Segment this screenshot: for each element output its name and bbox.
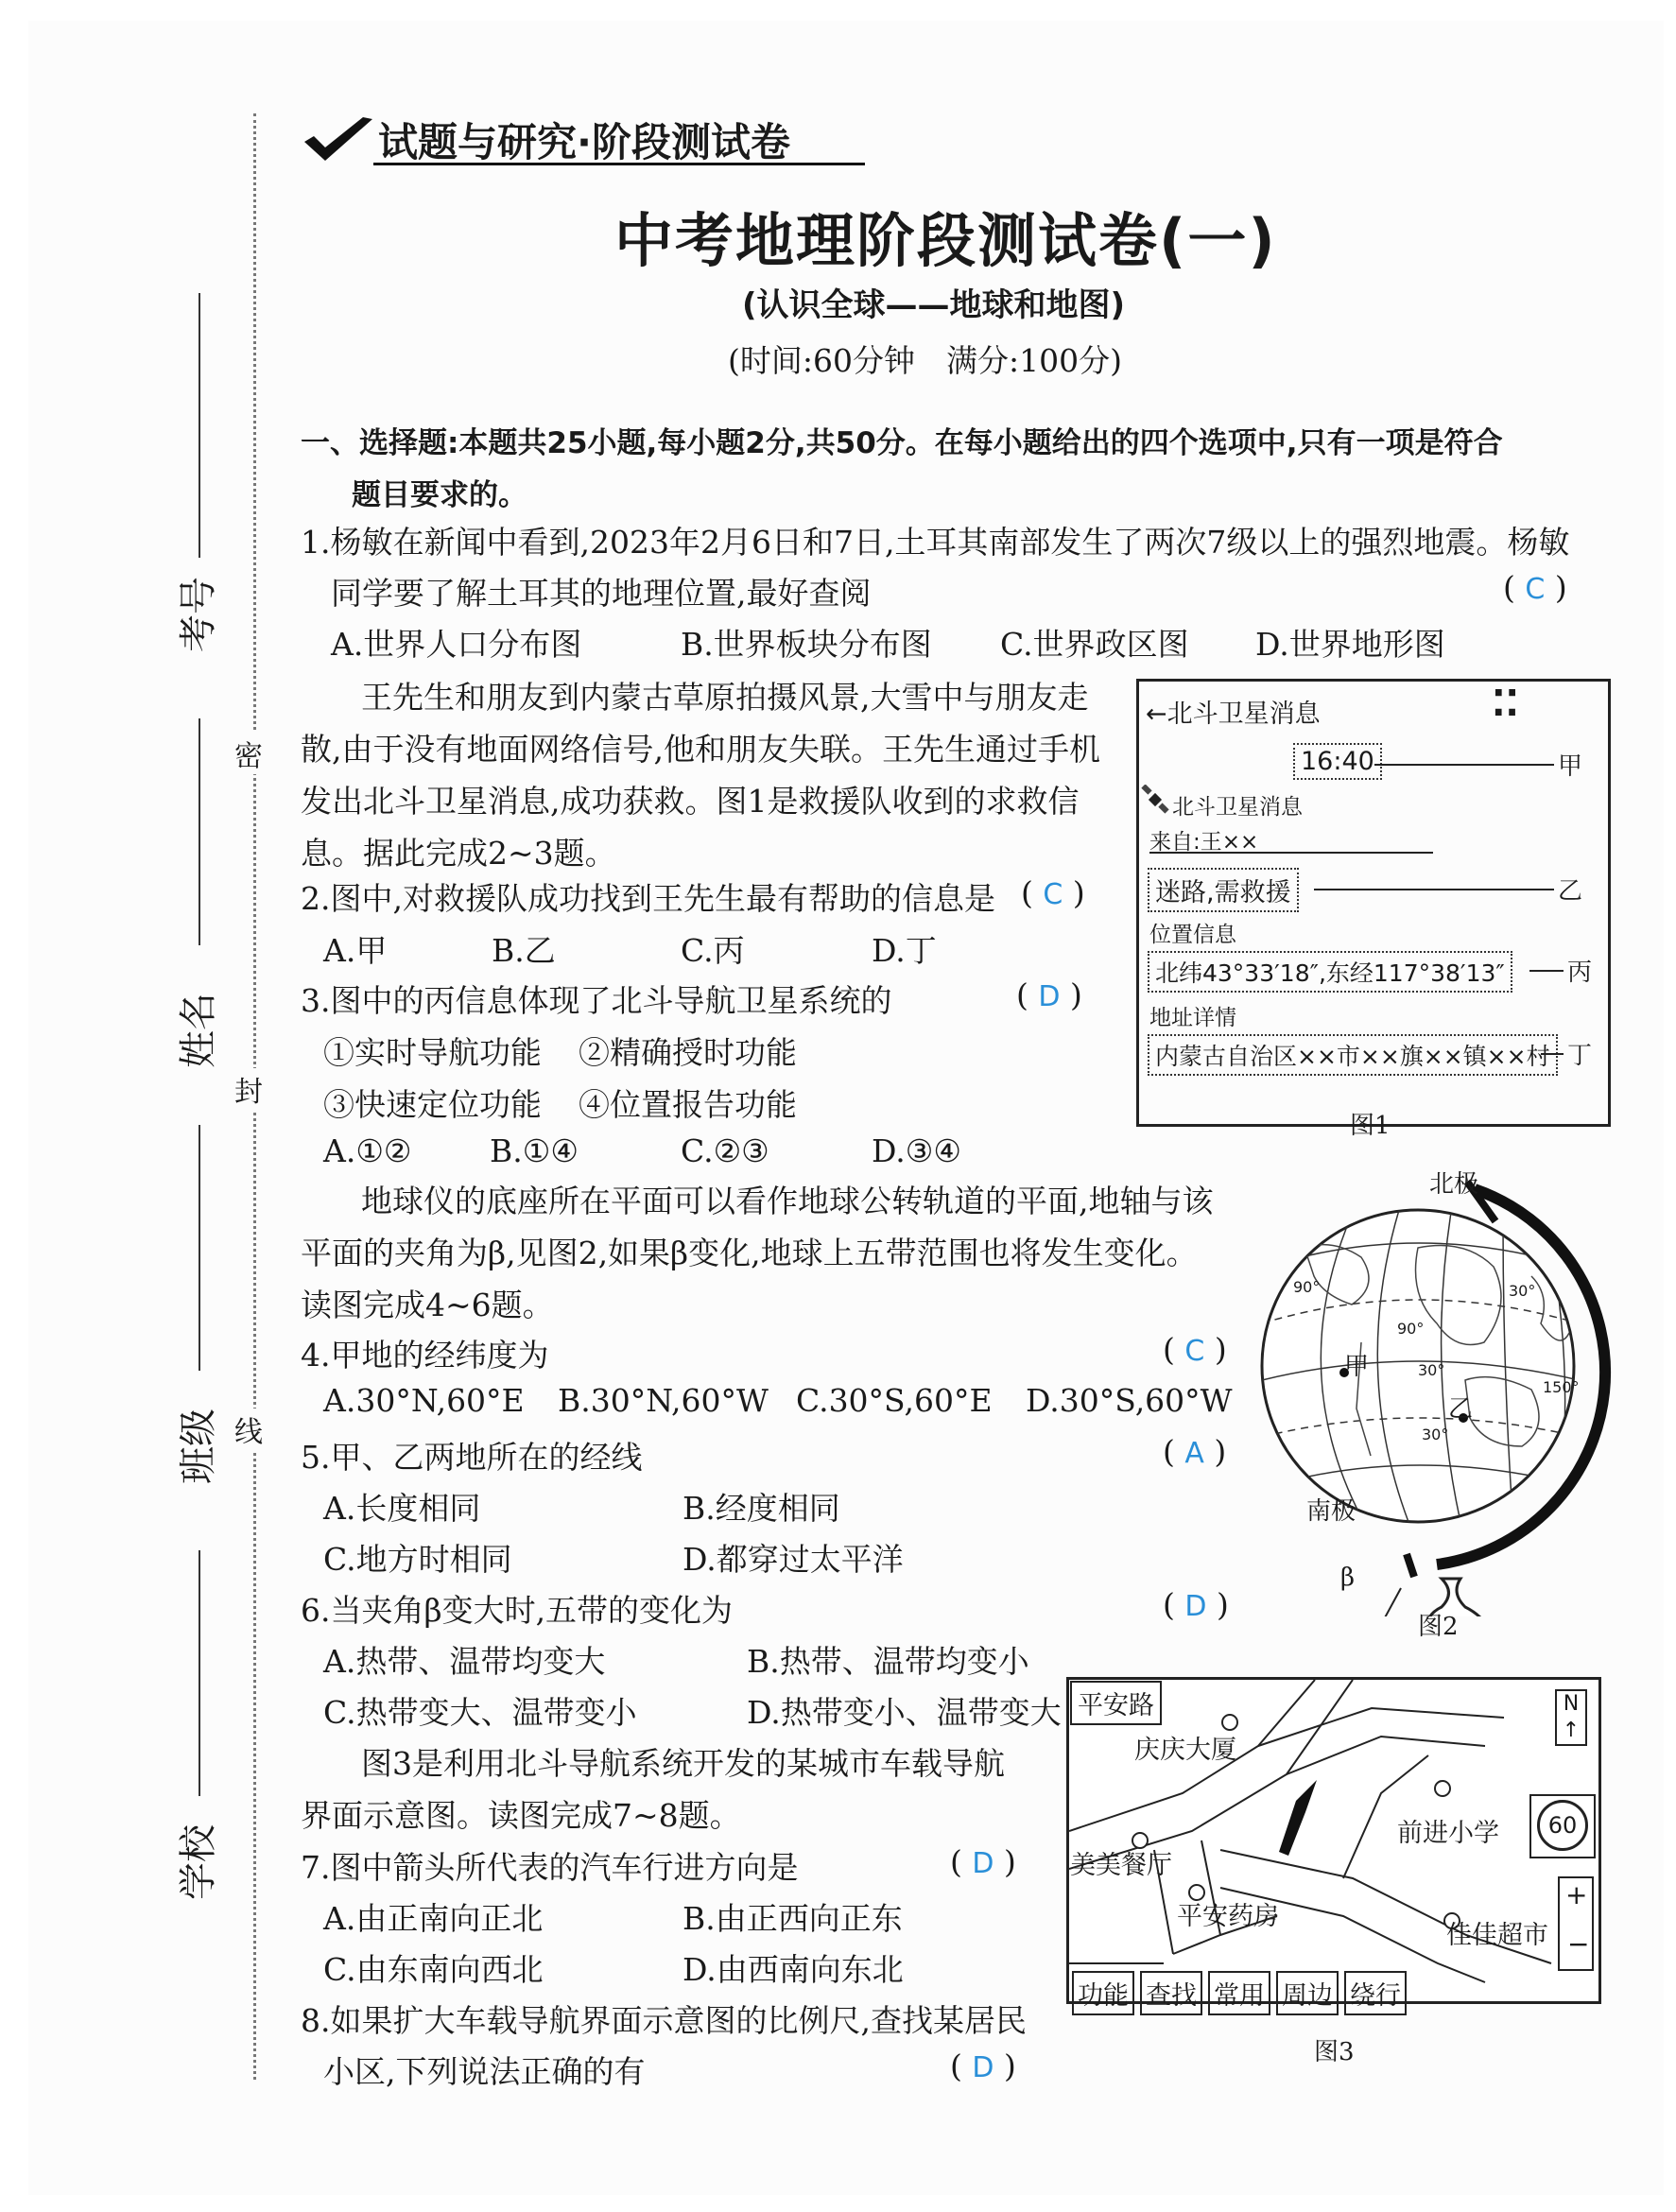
globe-axis-extension [1365,1588,1401,1616]
nav-button-frequent[interactable]: 常用 [1208,1971,1270,2015]
seal-char-3: 线 [234,1408,263,1450]
fig1-from: 来自:王×× [1149,830,1259,855]
fig3-place-qingqing: 庆庆大厦 [1134,1736,1236,1765]
q3-answer-bracket: ( D ) [1016,976,1082,1013]
q7-stem: 7.图中箭头所代表的汽车行进方向是 [301,1849,799,1886]
section-heading: 一、选择题:本题共25小题,每小题2分,共50分。在每小题给出的四个选项中,只有一项是符合 [301,426,1503,460]
q1-answer: C [1525,573,1546,606]
q3-item-2: ②精确授时功能 [579,1034,797,1071]
fig1-time: 16:40 [1293,743,1382,780]
q3-item-4: ④位置报告功能 [579,1086,797,1123]
zoom-in-button[interactable]: + [1565,1879,1588,1910]
series-title: 试题与研究·阶段测试卷 [378,119,790,165]
q1-stem-cont: 同学要了解土耳其的地理位置,最好查阅 [331,575,872,612]
q1-option-a: A.世界人口分布图 [331,626,582,663]
poi-qianjin-icon [1435,1781,1450,1796]
fig1-tag-ding: 丁 [1567,1042,1593,1070]
exam-no-label: 考号 [177,577,220,652]
passage2-line2: 平面的夹角为β,见图2,如果β变化,地球上五带范围也将发生变化。 [301,1235,1198,1271]
compass-north-label: N [1563,1692,1580,1716]
q8-stem-cont: 小区,下列说法正确的有 [323,2053,646,2090]
passage3-line1: 图3是利用北斗导航系统开发的某城市车载导航 [361,1745,1005,1782]
passage1-line4: 息。据此完成2~3题。 [301,835,616,872]
q7-option-a: A.由正南向正北 [323,1900,544,1937]
school-label: 学校 [177,1824,220,1900]
fig1-location-title: 位置信息 [1149,923,1236,947]
q3-item-3: ③快速定位功能 [323,1086,542,1123]
q8-answer: D [972,2051,994,2084]
exam-no-underline [199,293,200,558]
compass-icon: N ↑ [1555,1689,1587,1746]
q4-option-b: B.30°N,60°W [558,1382,769,1419]
q3-option-b: B.①④ [490,1132,579,1169]
q2-answer: C [1043,878,1063,911]
header-underline [373,163,865,165]
checkmark-icon [301,113,376,166]
fig1-coordinates: 北纬43°33′18″,东经117°38′13″ [1148,951,1512,993]
fig3-caption: 图3 [1314,2038,1355,2066]
car-direction-arrow-icon [1279,1780,1317,1856]
q5-stem: 5.甲、乙两地所在的经线 [301,1439,643,1476]
passage2-line1: 地球仪的底座所在平面可以看作地球公转轨道的平面,地轴与该 [361,1183,1214,1219]
fig1-header: ←北斗卫星消息 [1146,700,1321,729]
q5-option-c: C.地方时相同 [323,1541,512,1578]
q2-stem: 2.图中,对救援队成功找到王先生最有帮助的信息是 [301,880,995,917]
q5-option-d: D.都穿过太平洋 [682,1541,904,1578]
fig2-deg-label-3: 30° [1509,1282,1536,1300]
fig1-tag-bing: 丙 [1567,959,1593,987]
q2-answer-bracket: ( C ) [1021,874,1085,911]
passage1-line3: 发出北斗卫星消息,成功获救。图1是救援队收到的求救信 [301,783,1080,820]
passage2-line3: 读图完成4~6题。 [301,1287,554,1323]
nav-button-nearby[interactable]: 周边 [1276,1971,1339,2015]
fig2-caption: 图2 [1418,1613,1459,1641]
fig2-yi-label: 乙 [1448,1395,1474,1424]
fig1-leader-jia [1374,764,1554,766]
q6-option-b: B.热带、温带均变小 [747,1643,1029,1680]
q8-answer-bracket: ( D ) [950,2048,1016,2084]
q3-answer: D [1038,980,1061,1013]
school-underline [199,1550,200,1796]
fig2-deg-label-4: 30° [1418,1361,1445,1379]
q7-answer: D [972,1847,994,1880]
fig2-deg-label-6: 30° [1422,1426,1449,1443]
satellite-icon [1140,785,1170,815]
q4-answer-bracket: ( C ) [1163,1331,1227,1368]
q6-option-d: D.热带变小、温带变大 [747,1694,1062,1731]
q1-stem: 1.杨敏在新闻中看到,2023年2月6日和7日,土耳其南部发生了两次7级以上的强烈地震。杨敏 [301,524,1570,561]
q5-option-a: A.长度相同 [323,1490,481,1527]
fig2-south-pole-label: 南极 [1306,1497,1356,1526]
q5-answer-bracket: ( A ) [1163,1433,1227,1470]
q4-option-c: C.30°S,60°E [796,1382,993,1419]
q2-option-d: D.丁 [872,932,937,969]
q7-option-b: B.由正西向正东 [682,1900,903,1937]
fig3-road-name: 平安路 [1070,1681,1162,1725]
fig1-menu-icon: ⁚⁚ [1492,683,1519,724]
fig3-place-pingan: 平安药房 [1177,1902,1279,1931]
class-label: 班级 [177,1408,220,1484]
q2-option-c: C.丙 [681,932,745,969]
fig2-jia-label: 甲 [1344,1353,1370,1381]
fig1-tag-yi: 乙 [1558,877,1583,906]
q4-answer: C [1184,1335,1205,1368]
q3-stem: 3.图中的丙信息体现了北斗导航卫星系统的 [301,982,892,1019]
section-heading-cont: 题目要求的。 [352,478,527,512]
fig1-caption: 图1 [1350,1112,1391,1140]
q3-item-1: ①实时导航功能 [323,1034,542,1071]
q1-answer-bracket: ( C ) [1503,569,1567,606]
q6-answer: D [1184,1590,1207,1623]
fig1-address: 内蒙古自治区××市××旗××镇××村 [1148,1034,1558,1076]
fig1-address-title: 地址详情 [1149,1006,1236,1030]
fig2-beta-label: β [1340,1564,1356,1592]
q6-stem: 6.当夹角β变大时,五带的变化为 [301,1592,734,1629]
zoom-out-button[interactable]: − [1567,1928,1590,1960]
q2-option-b: B.乙 [492,932,556,969]
fig3-place-qianjin: 前进小学 [1397,1819,1499,1848]
q3-option-d: D.③④ [872,1132,961,1169]
q3-option-c: C.②③ [681,1132,769,1169]
q6-option-c: C.热带变大、温带变小 [323,1694,637,1731]
fig1-message: 迷路,需救援 [1148,868,1299,912]
q5-option-b: B.经度相同 [682,1490,840,1527]
fig2-deg-label-1: 90° [1293,1278,1321,1296]
q1-option-b: B.世界板块分布图 [681,626,932,663]
passage3-line2: 界面示意图。读图完成7~8题。 [301,1797,741,1834]
passage1-line2: 散,由于没有地面网络信号,他和朋友失联。王先生通过手机 [301,731,1100,768]
fig3-place-jiajia: 佳佳超市 [1446,1921,1548,1950]
poi-qingqing-icon [1222,1715,1237,1730]
class-underline [199,1125,200,1371]
fig1-leader-bing [1529,970,1564,972]
q4-option-d: D.30°S,60°W [1026,1382,1233,1419]
fig3-road-network [1069,1680,1598,2001]
fig3-place-meimei: 美美餐厅 [1070,1851,1172,1880]
q3-option-a: A.①② [323,1132,412,1169]
seal-char-1: 密 [234,733,263,774]
q4-stem: 4.甲地的经纬度为 [301,1337,549,1374]
q2-option-a: A.甲 [323,932,388,969]
q8-stem: 8.如果扩大车载导航界面示意图的比例尺,查找某居民 [301,2002,1027,2039]
q7-option-d: D.由西南向东北 [682,1951,904,1988]
q6-option-a: A.热带、温带均变大 [323,1643,606,1680]
passage1-line1: 王先生和朋友到内蒙古草原拍摄风景,大雪中与朋友走 [361,679,1089,716]
nav-button-search[interactable]: 查找 [1140,1971,1202,2015]
q7-answer-bracket: ( D ) [950,1843,1016,1880]
name-label: 姓名 [177,993,220,1068]
fig2-deg-label-5: 150° [1543,1378,1580,1396]
q6-answer-bracket: ( D ) [1163,1586,1229,1623]
q1-option-c: C.世界政区图 [1000,626,1189,663]
page-subtitle: (认识全球——地球和地图) [742,286,1126,324]
name-underline [199,718,200,945]
fig2-north-pole-label: 北极 [1429,1170,1479,1199]
q1-option-d: D.世界地形图 [1255,626,1445,663]
q7-option-c: C.由东南向西北 [323,1951,544,1988]
fig1-sender-title: 北斗卫星消息 [1172,795,1303,820]
speed-limit-sign: 60 [1537,1800,1588,1851]
fig1-tag-jia: 甲 [1558,752,1583,781]
page-title: 中考地理阶段测试卷(一) [614,206,1277,275]
seal-char-2: 封 [234,1068,263,1110]
nav-button-detour[interactable]: 绕行 [1344,1971,1407,2015]
fig1-leader-ding [1541,1053,1564,1055]
time-info: (时间:60分钟 满分:100分) [728,342,1122,379]
nav-button-function[interactable]: 功能 [1072,1971,1134,2015]
q5-answer: A [1184,1437,1204,1470]
q4-option-a: A.30°N,60°E [323,1382,525,1419]
fig2-deg-label-2: 90° [1397,1320,1425,1338]
fig1-leader-yi [1314,889,1554,890]
fig1-from-underline [1149,852,1433,854]
